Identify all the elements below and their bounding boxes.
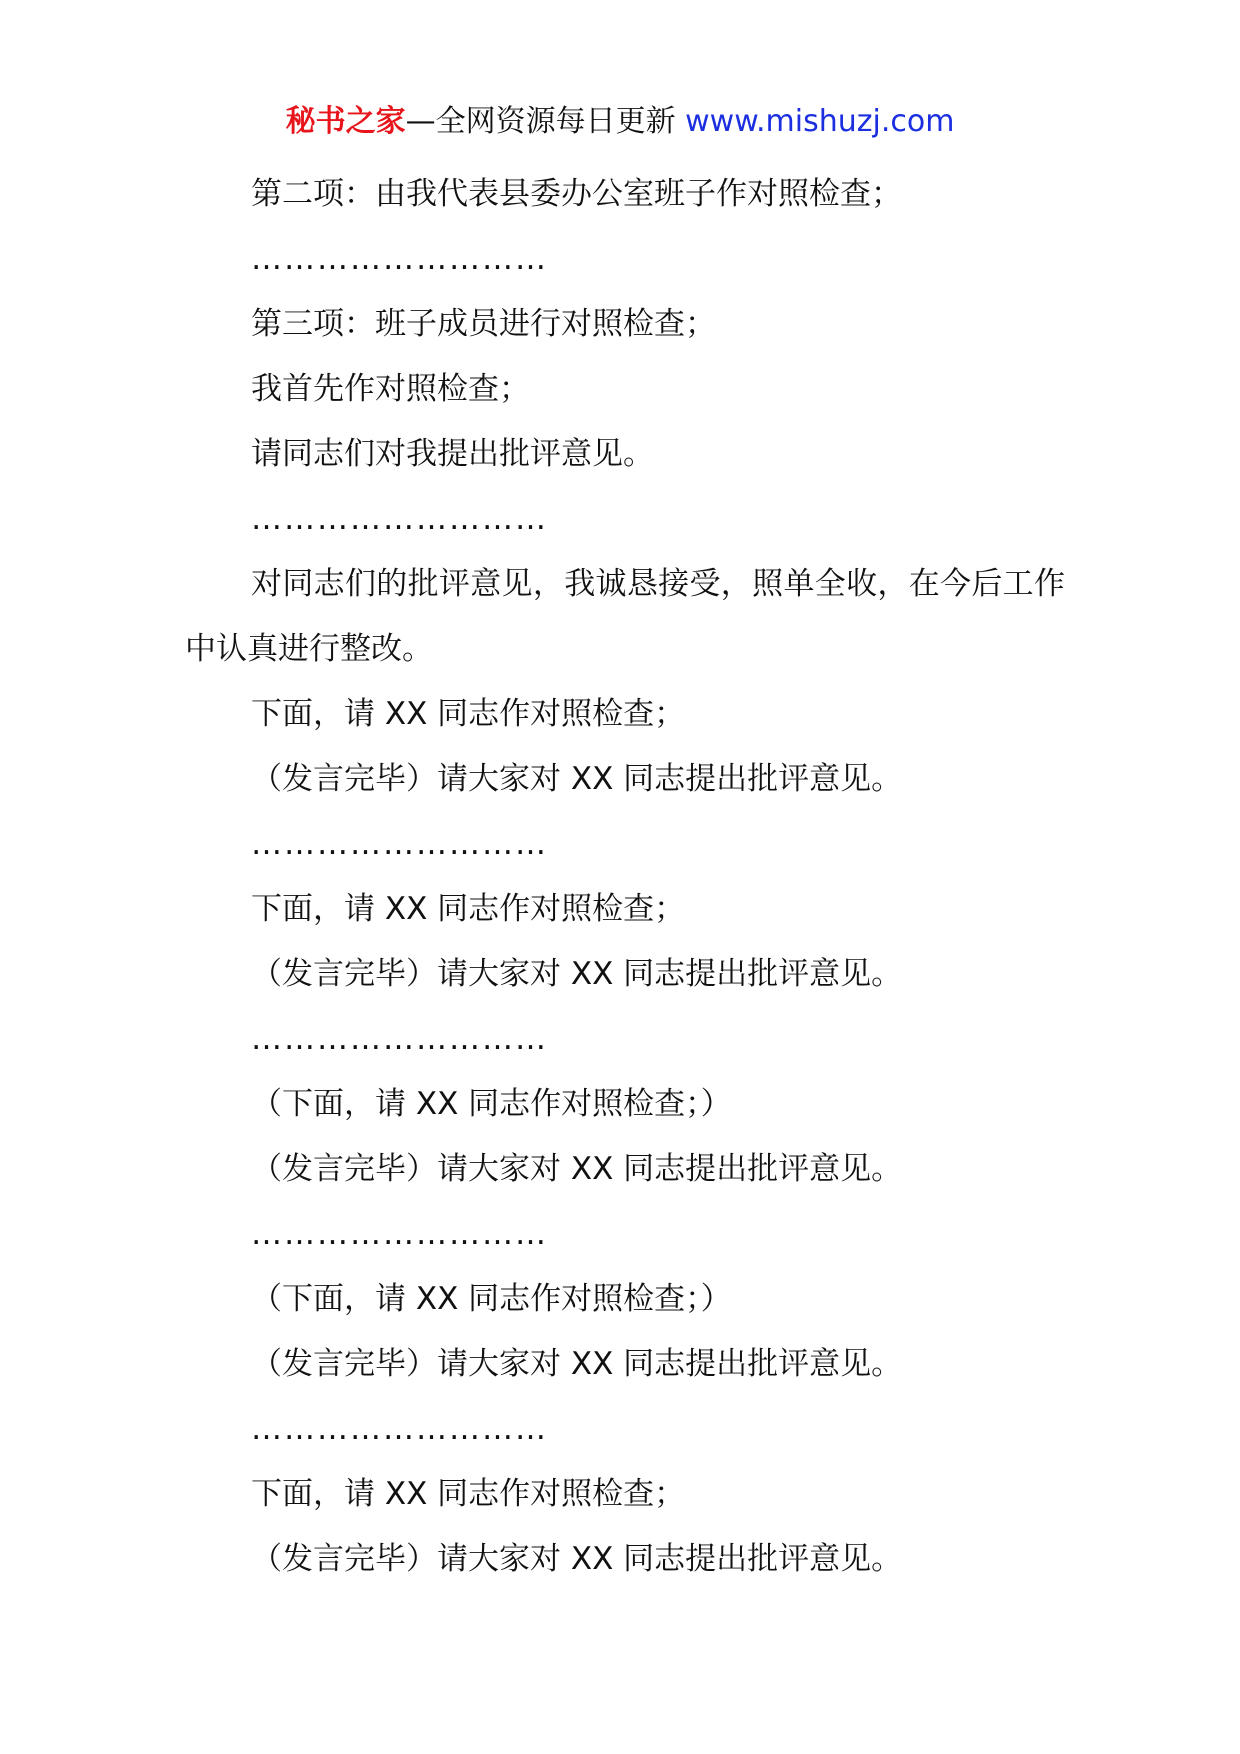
paragraph: 请同志们对我提出批评意见。 [251,436,654,472]
ellipsis-separator: ……………………… [251,241,548,277]
paragraph-item-2: 第二项：由我代表县委办公室班子作对照检查； [251,176,902,212]
paragraph: （下面，请 XX 同志作对照检查；） [251,1086,732,1122]
paragraph: 我首先作对照检查； [251,371,530,407]
paragraph-item-3: 第三项：班子成员进行对照检查； [251,306,716,342]
site-url-link[interactable]: www.mishuzj.com [685,104,955,139]
paragraph: （发言完毕）请大家对 XX 同志提出批评意见。 [251,956,903,992]
paragraph: 下面，请 XX 同志作对照检查； [251,1476,686,1512]
ellipsis-separator: ……………………… [251,1411,548,1447]
header-tagline: —全网资源每日更新 [405,104,686,139]
ellipsis-separator: ……………………… [251,826,548,862]
document-body [185,162,1065,1592]
page-header [0,100,1240,144]
paragraph-acceptance: 对同志们的批评意见，我诚恳接受，照单全收，在今后工作中认真进行整改。 [185,566,1065,667]
paragraph: 下面，请 XX 同志作对照检查； [251,696,686,732]
paragraph: （发言完毕）请大家对 XX 同志提出批评意见。 [251,1541,903,1577]
paragraph: 下面，请 XX 同志作对照检查； [251,891,686,927]
paragraph: （发言完毕）请大家对 XX 同志提出批评意见。 [251,1346,903,1382]
paragraph: （发言完毕）请大家对 XX 同志提出批评意见。 [251,761,903,797]
brand-name: 秘书之家 [285,104,406,139]
paragraph: （下面，请 XX 同志作对照检查；） [251,1281,732,1317]
ellipsis-separator: ……………………… [251,1216,548,1252]
ellipsis-separator: ……………………… [251,1021,548,1057]
ellipsis-separator: ……………………… [251,501,548,537]
paragraph: （发言完毕）请大家对 XX 同志提出批评意见。 [251,1151,903,1187]
